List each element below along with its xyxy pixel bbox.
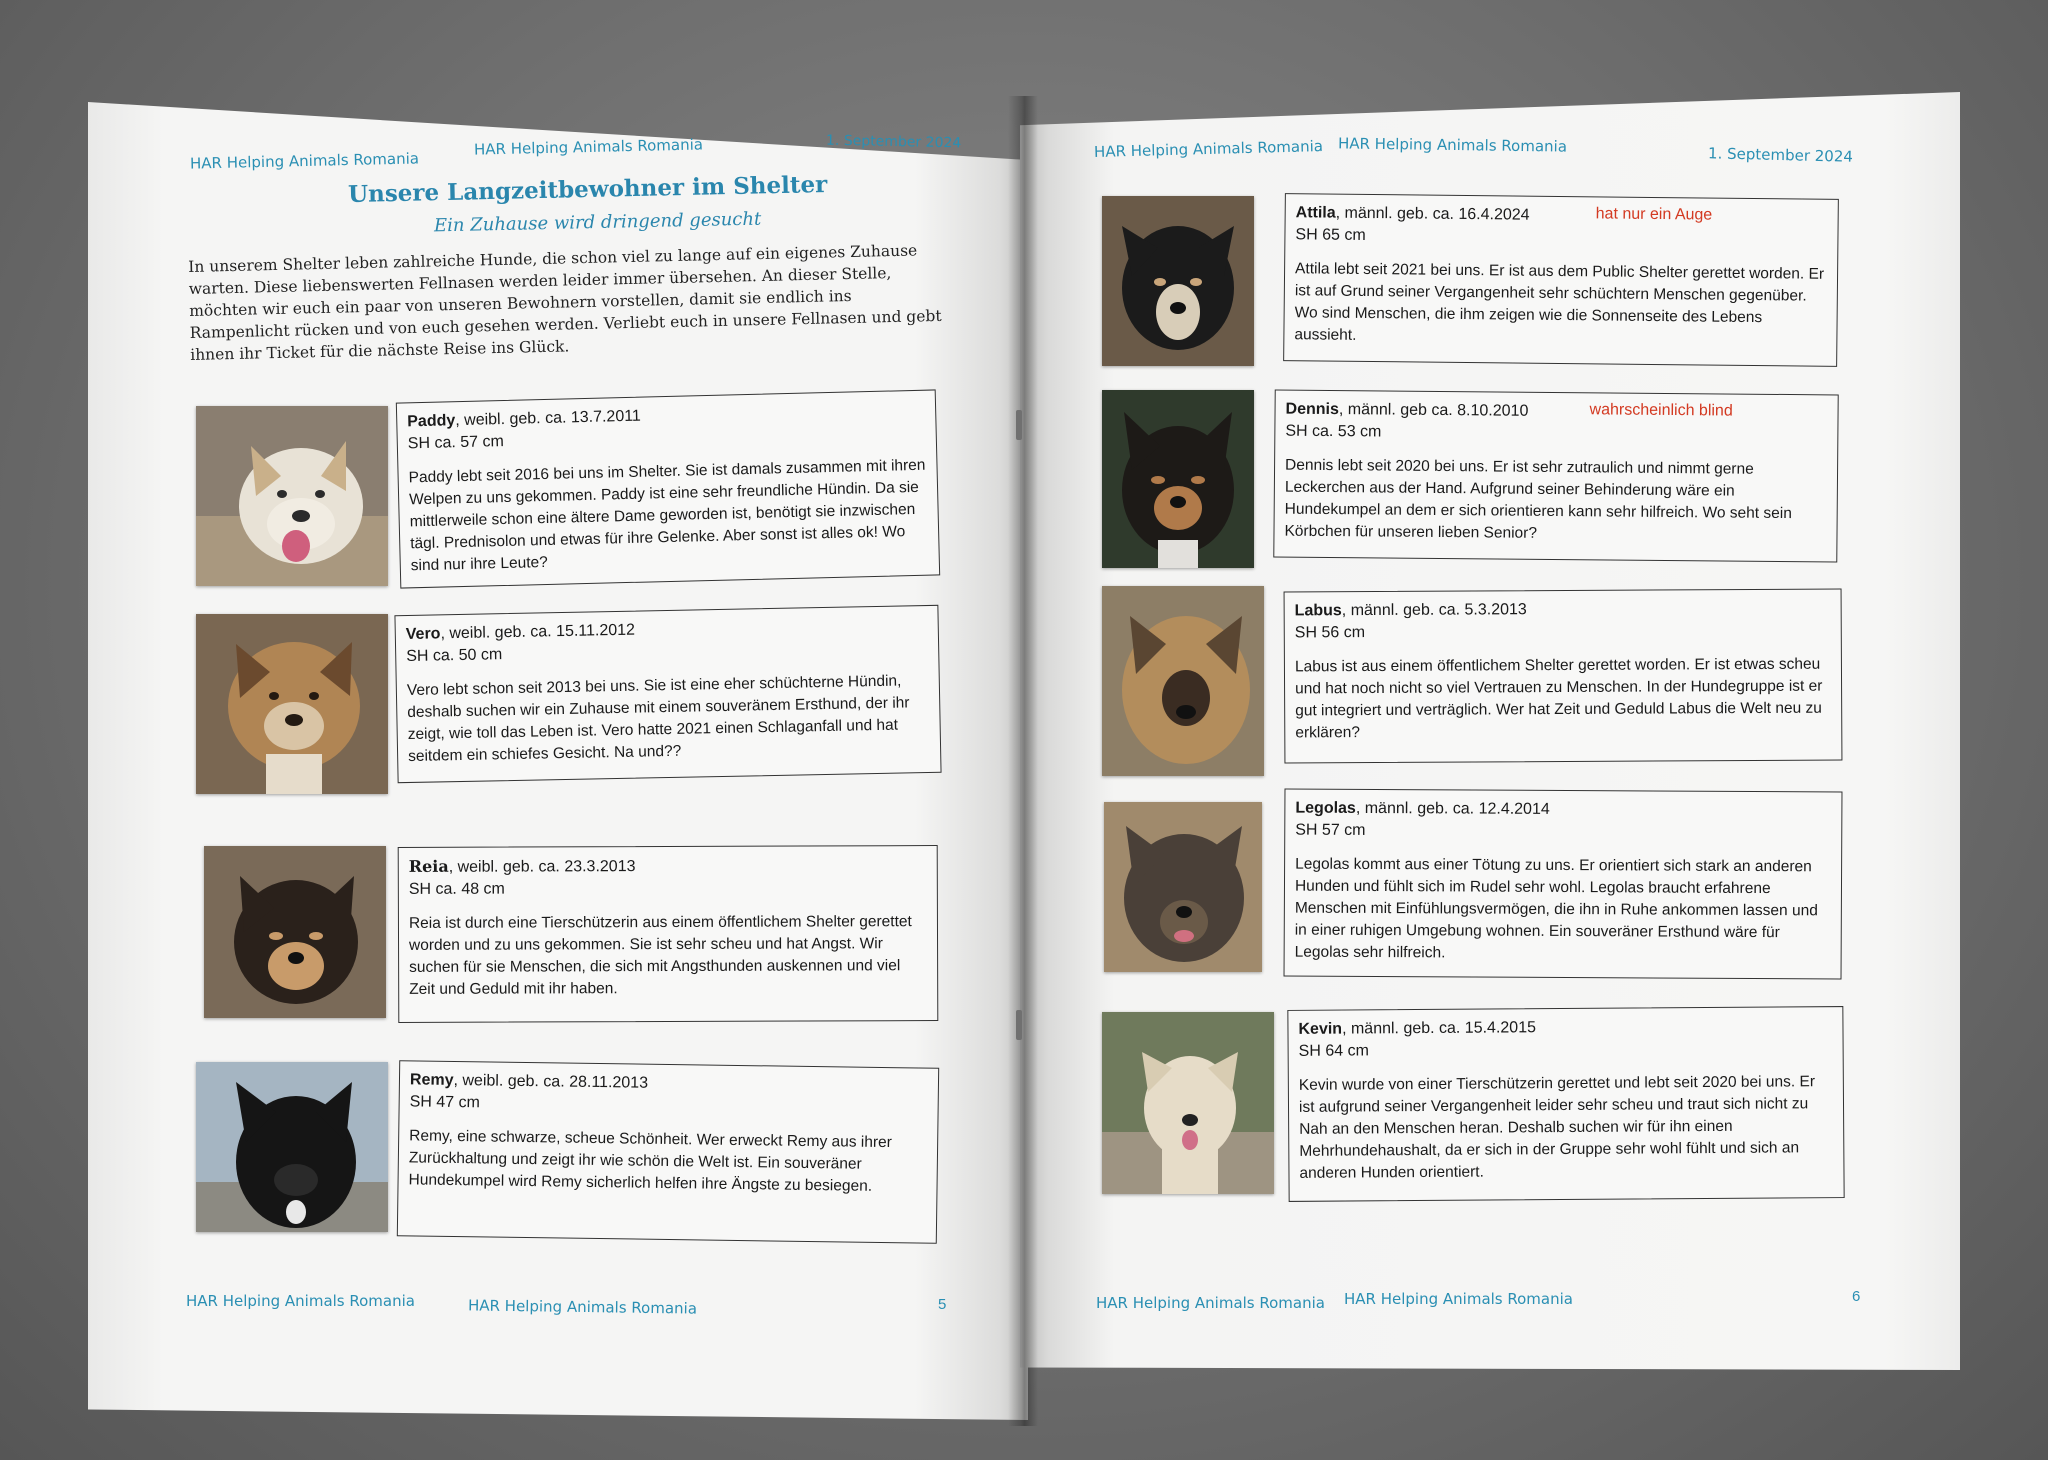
dog-photo-reia xyxy=(204,846,386,1018)
dog-info: , weibl. geb. ca. 23.3.2013 xyxy=(448,858,636,876)
page-title: Unsere Langzeitbewohner im Shelter xyxy=(347,170,828,209)
dog-photo-remy xyxy=(196,1062,388,1232)
dog-info: , weibl. geb. ca. 15.11.2012 xyxy=(440,621,636,643)
dog-description: Reia ist durch eine Tierschützerin aus einem öffentlichem Shelter gerettet worden und zu uns gekommen. Sie ist sehr scheu und hat Angst. Wir suchen für sie Menschen, die sich mit Angsthunden auskennen und viel Zeit und Geduld mit ihr haben. xyxy=(408,913,912,998)
dog-photo-vero xyxy=(196,614,388,794)
dog-name: Paddy xyxy=(407,412,456,431)
page-gutter xyxy=(1008,96,1038,1426)
dog-card-reia xyxy=(398,845,939,1023)
dog-size: SH 64 cm xyxy=(1298,1042,1369,1060)
dog-name: Dennis xyxy=(1285,400,1339,419)
dog-size: SH ca. 53 cm xyxy=(1285,422,1382,441)
dog-card-legolas xyxy=(1284,789,1843,980)
left-footer-org-1: HAR Helping Animals Romania xyxy=(186,1292,415,1310)
dog-photo-labus xyxy=(1102,586,1264,776)
dog-photo-legolas xyxy=(1104,802,1262,972)
dog-info: , männl. geb. ca. 5.3.2013 xyxy=(1341,601,1527,620)
dog-description: Attila lebt seit 2021 bei uns. Er ist aus dem Public Shelter gerettet worden. Er ist auf Grund seiner Vergangenheit sehr schüchtern Menschen gegenüber. Wo sind Menschen, die ihm zeigen wie die Sonnenseite des Lebens aussieht. xyxy=(1294,260,1825,344)
dog-name: Reia xyxy=(408,856,449,876)
dog-card-vero xyxy=(394,605,941,783)
dog-name: Attila xyxy=(1295,204,1336,222)
dog-info: , männl. geb. ca. 15.4.2015 xyxy=(1341,1019,1537,1038)
dog-description: Legolas kommt aus einer Tötung zu uns. Er orientiert sich stark an anderen Hunden und fühlt sich im Rudel sehr wohl. Legolas braucht erfahrene Menschen mit Einfühlungsvermögen, die ihn in Ruhe ankommen lassen und in einer ruhigen Umgebung wohnen. Ein souveräner Ersthund wäre für Legolas sehr hilfreich. xyxy=(1294,855,1818,962)
left-header-org-1: HAR Helping Animals Romania xyxy=(189,149,420,173)
staple-bottom xyxy=(1016,1010,1022,1040)
intro-text: In unserem Shelter leben zahlreiche Hunde, die schon viel zu lange auf ein eigenes Zuhause warten. Diese liebenswerten Fellnasen werden leider immer übersehen. An dieser Stelle, möchten wir euch ein paar von unseren Bewohnern vorstellen, damit sie endlich ins Rampenlicht rücken und von euch gesehen werden. Verliebt euch in unsere Fellnasen und gebt ihnen ihr Ticket für die nächste Reise ins Glück. xyxy=(188,241,942,364)
dog-card-kevin xyxy=(1287,1006,1844,1202)
left-header-date: 1. September 2024 xyxy=(825,132,962,152)
dog-size: SH ca. 48 cm xyxy=(408,880,505,898)
dog-info: , weibl. geb. ca. 13.7.2011 xyxy=(455,407,642,430)
dog-note: hat nur ein Auge xyxy=(1595,205,1713,224)
right-header-org-2: HAR Helping Animals Romania xyxy=(1337,134,1568,156)
left-header-org-2: HAR Helping Animals Romania xyxy=(473,135,704,159)
dog-photo-dennis xyxy=(1102,390,1254,568)
dog-card-paddy xyxy=(396,389,940,588)
dog-card-dennis xyxy=(1273,390,1838,563)
dog-photo-paddy xyxy=(196,406,388,586)
dog-card-attila xyxy=(1283,193,1839,367)
right-header-org-1: HAR Helping Animals Romania xyxy=(1093,137,1324,161)
dog-description: Remy, eine schwarze, scheue Schönheit. Wer erweckt Remy aus ihrer Zurückhaltung und zeigt ihr wie schön die Welt ist. Ein souveräner Hundekumpel wird Remy sicherlich helfen ihre Ängste zu besiegen. xyxy=(408,1127,892,1195)
page-subtitle: Ein Zuhause wird dringend gesucht xyxy=(433,208,762,237)
dog-description: Paddy lebt seit 2016 bei uns im Shelter. Sie ist damals zusammen mit ihren Welpen zu uns gekommen. Paddy ist eine sehr freundliche Hündin. Da sie mittlerweile schon eine ältere Dame geworden ist, benötigt sie inzwischen tägl. Prednisolon und etwas für ihre Gelenke. Aber sonst ist alles ok! Wo sind nur ihre Leute? xyxy=(408,456,926,575)
dog-size: SH ca. 57 cm xyxy=(407,432,505,453)
dog-info: , männl. geb. ca. 12.4.2014 xyxy=(1355,799,1550,818)
dog-description: Labus ist aus einem öffentlichem Shelter gerettet worden. Er ist etwas scheu und hat noch nicht so viel Vertrauen zu Menschen. In der Hundegruppe ist er gut integriert und verträglich. Wer hat Zeit und Geduld Labus die Welt neu zu erklären? xyxy=(1294,655,1823,742)
dog-name: Legolas xyxy=(1295,799,1356,817)
dog-info: , weibl. geb. ca. 28.11.2013 xyxy=(453,1071,649,1092)
dog-description: Dennis lebt seit 2020 bei uns. Er ist sehr zutraulich und nimmt gerne Leckerchen aus der Hand. Aufgrund seiner Behinderung wäre ein Hundekumpel an dem er sich orientieren kann sehr hilfreich. Wo seht sein Körbchen für unseren lieben Senior? xyxy=(1284,456,1792,542)
left-page-number: 5 xyxy=(938,1296,947,1313)
left-footer-org-2: HAR Helping Animals Romania xyxy=(467,1296,698,1318)
dog-info: , männl. geb. ca. 16.4.2024 xyxy=(1335,204,1530,224)
dog-name: Kevin xyxy=(1298,1020,1343,1038)
dog-card-remy xyxy=(397,1060,939,1244)
dog-name: Vero xyxy=(405,625,441,644)
dog-size: SH 57 cm xyxy=(1295,821,1366,839)
dog-info: , männl. geb ca. 8.10.2010 xyxy=(1338,401,1529,420)
dog-size: SH 65 cm xyxy=(1295,226,1366,244)
dog-size: SH 47 cm xyxy=(409,1093,481,1112)
dog-card-labus xyxy=(1284,589,1843,764)
dog-note: wahrscheinlich blind xyxy=(1589,401,1733,420)
dog-description: Kevin wurde von einer Tierschützerin gerettet und lebt seit 2020 bei uns. Er ist aufgrund seiner Vergangenheit leider sehr scheu und traut sich nicht zu Nah an den Menschen heran. Deshalb suchen wir für ihn einen Mehrhundehaushalt, da er sich in der Gruppe sehr wohl fühlt und sich an anderen Hunden orientiert. xyxy=(1298,1073,1816,1182)
dog-photo-attila xyxy=(1102,196,1254,366)
right-footer-org-2: HAR Helping Animals Romania xyxy=(1344,1290,1573,1308)
right-footer-org-1: HAR Helping Animals Romania xyxy=(1096,1294,1325,1312)
dog-size: SH 56 cm xyxy=(1294,624,1366,642)
dog-size: SH ca. 50 cm xyxy=(406,646,503,666)
right-header-date: 1. September 2024 xyxy=(1707,144,1854,166)
dog-photo-kevin xyxy=(1102,1012,1274,1194)
dog-name: Remy xyxy=(409,1071,454,1089)
staple-top xyxy=(1016,410,1022,440)
dog-description: Vero lebt schon seit 2013 bei uns. Sie ist eine eher schüchterne Hündin, deshalb suchen wir ein Zuhause mit einem souveränem Ersthund, der ihr zeigt, wie toll das Leben ist. Vero hatte 2021 einen Schlaganfall und hat seitdem ein schiefes Gesicht. Na und?? xyxy=(406,672,910,765)
dog-name: Labus xyxy=(1294,602,1342,620)
right-page-number: 6 xyxy=(1852,1288,1861,1305)
